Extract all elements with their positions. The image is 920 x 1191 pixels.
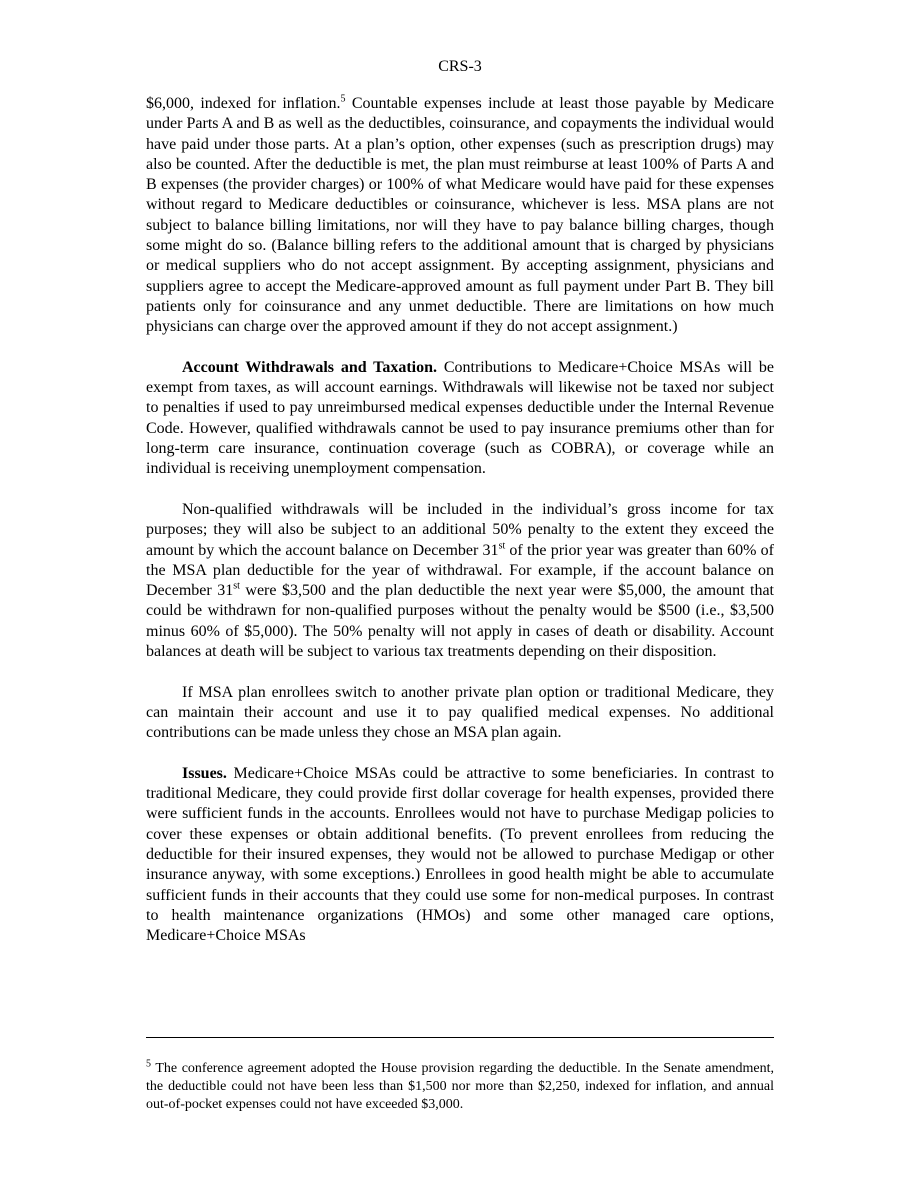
footnote-5: [146, 1060, 774, 1114]
footnote-reference[interactable]: 5: [340, 93, 346, 105]
paragraph-plan-switch: [146, 683, 774, 744]
paragraph-withdrawals-taxation: [146, 358, 774, 480]
footnote-divider: [146, 1037, 774, 1038]
paragraph-deductible: [146, 94, 774, 338]
section-heading: Account Withdrawals and Taxation.: [182, 358, 438, 376]
paragraph-text: were $3,500 and the plan deductible the next year were $5,000, the amount that could be withdrawn for non-qualified purposes without the penalty would be $500 (i.e., $3,500 minus 60% of $5,000). The 50% penalty will not apply in cases of death or disability. Account balances at death will be subject to various tax treatments depending on their disposition.: [146, 582, 774, 661]
paragraph-nonqualified-withdrawals: [146, 500, 774, 662]
ordinal-suffix: st: [498, 540, 506, 552]
footnote-marker: 5: [146, 1058, 151, 1070]
paragraph-text: Contributions to Medicare+Choice MSAs will be exempt from taxes, as will account earnings. Withdrawals will likewise not be taxed nor subject to penalties if used to pay unreimbursed medical expenses deductible under the Internal Revenue Code. However, qualified withdrawals cannot be used to pay insurance premiums other than for long-term care insurance, continuation coverage (such as COBRA), or coverage while an individual is receiving unemployment compensation.: [146, 358, 774, 478]
section-heading: Issues.: [182, 764, 227, 782]
paragraph-text: Countable expenses include at least those payable by Medicare under Parts A and B as well as the deductibles, coinsurance, and copayments the individual would have paid under those parts. At a plan’s option, other expenses (such as prescription drugs) may also be counted. After the deductible is met, the plan must reimburse at least 100% of Parts A and B expenses (the provider charges) or 100% of what Medicare would have paid for these expenses without regard to Medicare deductibles or coinsurance, whichever is less. MSA plans are not subject to balance billing limitations, nor will they have to pay balance billing charges, though some might do so. (Balance billing refers to the additional amount that is charged by physicians or medical suppliers who do not accept assignment. By accepting assignment, physicians and suppliers agree to accept the Medicare-approved amount as full payment under Part B. They bill patients only for coinsurance and any unmet deductible. There are limitations on how much physicians can charge over the approved amount if they do not accept assignment.): [146, 95, 774, 336]
paragraph-text: Non-qualified withdrawals will be included in the individual’s gross income for tax purposes; they will also be subject to an additional 50% penalty to the extent they exceed the amount by which the account balance on December 31: [146, 500, 774, 559]
paragraph-text: If MSA plan enrollees switch to another private plan option or traditional Medicare, they can maintain their account and use it to pay qualified medical expenses. No additional contributions can be made unless they chose an MSA plan again.: [146, 683, 774, 742]
paragraph-text: of the prior year was greater than 60% of the MSA plan deductible for the year of withdrawal. For example, if the account balance on December 31: [146, 541, 775, 600]
paragraph-issues: [146, 764, 774, 947]
footnotes: [146, 1060, 774, 1114]
paragraph-text: Medicare+Choice MSAs could be attractive to some beneficiaries. In contrast to traditional Medicare, they could provide first dollar coverage for health expenses, provided there were sufficient funds in the accounts. Enrollees would not have to purchase Medigap policies to cover these expenses or obtain additional benefits. (To prevent enrollees from reducing the deductible for their insured expenses, they would not be allowed to purchase Medigap or other insurance anyway, with some exceptions.) Enrollees in good health might be able to accumulate sufficient funds in their accounts that they could use some for non-medical purposes. In contrast to health maintenance organizations (HMOs) and some other managed care options, Medicare+Choice MSAs: [146, 764, 774, 945]
paragraph-text: $6,000, indexed for inflation.: [146, 95, 341, 112]
footnote-text: The conference agreement adopted the House provision regarding the deductible. In the Senate amendment, the deductible could not have been less than $1,500 nor more than $2,250, indexed for inflation, and annual out-of-pocket expenses could not have exceeded $3,000.: [146, 1061, 774, 1112]
page-header: CRS-3: [438, 58, 482, 75]
body-text: [146, 94, 774, 946]
ordinal-suffix: st: [233, 580, 240, 592]
